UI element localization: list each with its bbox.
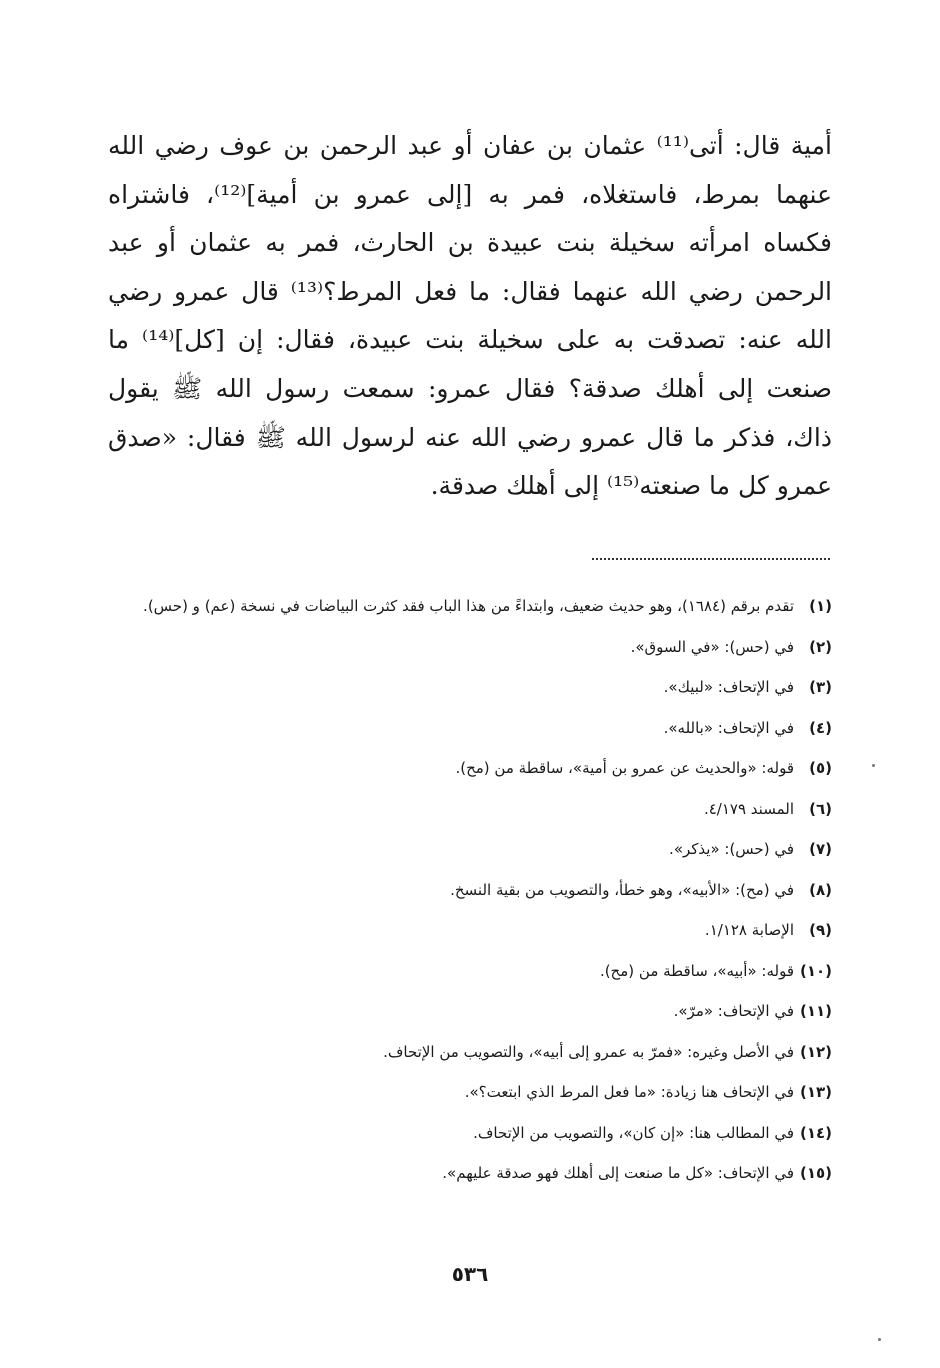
footnote-4 xyxy=(108,714,832,743)
footnote-text: في الإتحاف: «بالله». xyxy=(663,718,794,737)
footnote-text: الإصابة ١/١٢٨. xyxy=(704,921,794,939)
footnote-text: في الإتحاف: «كل ما صنعت إلى أهلك فهو صدقة عليهم». xyxy=(442,1164,794,1182)
footnote-15 xyxy=(108,1159,832,1188)
footnote-12 xyxy=(108,1038,832,1067)
footnote-number: (١٤) xyxy=(799,1123,832,1142)
footnote-text: في (مح): «الأبيه»، وهو خطأ، والتصويب من بقية النسخ. xyxy=(450,880,794,899)
footnote-number: (٧) xyxy=(809,840,832,858)
footnote-number: (٣) xyxy=(809,678,832,696)
footnote-8 xyxy=(108,876,832,905)
footnote-text: قوله: «أبيه»، ساقطة من (مح). xyxy=(599,961,794,980)
footnote-number: (٢) xyxy=(809,637,832,656)
scan-speck xyxy=(878,1338,881,1341)
footnote-number: (١٥) xyxy=(799,1164,832,1182)
footnote-divider xyxy=(592,558,830,560)
footnote-number: (٩) xyxy=(809,921,832,939)
footnote-14 xyxy=(108,1119,832,1148)
footnote-9 xyxy=(108,916,832,945)
footnote-text: في الأصل وغيره: «فمرّ به عمرو إلى أبيه»، والتصويب من الإتحاف. xyxy=(383,1042,794,1061)
footnote-text: تقدم برقم (١٦٨٤)، وهو حديث ضعيف، وابتداءً من هذا الباب فقد كثرت البياضات في نسخة (عم) و (حس). xyxy=(143,597,794,615)
footnote-number: (٥) xyxy=(809,759,832,777)
footnote-11 xyxy=(108,997,832,1026)
footnotes-list xyxy=(108,592,832,1200)
footnote-number: (٦) xyxy=(809,799,832,818)
footnote-text: في الإتحاف: «مرّ». xyxy=(673,1002,794,1020)
footnote-number: (١٣) xyxy=(799,1083,832,1101)
footnote-13 xyxy=(108,1078,832,1107)
footnote-text: المسند ٤/١٧٩. xyxy=(703,799,794,818)
scan-speck xyxy=(872,764,875,767)
footnote-text: في (حس): «يذكر». xyxy=(669,840,794,858)
footnote-1 xyxy=(108,592,832,621)
footnote-text: في المطالب هنا: «إن كان»، والتصويب من الإتحاف. xyxy=(473,1123,794,1142)
footnote-2 xyxy=(108,633,832,662)
page-number: ٥٣٦ xyxy=(451,1262,489,1286)
footnote-3 xyxy=(108,673,832,702)
footnote-7 xyxy=(108,835,832,864)
footnote-5 xyxy=(108,754,832,783)
footnote-number: (٤) xyxy=(809,718,832,737)
footnote-6 xyxy=(108,795,832,824)
footnote-text: في (حس): «في السوق». xyxy=(630,637,794,656)
footnote-number: (١٠) xyxy=(799,961,832,980)
footnote-number: (٨) xyxy=(809,880,832,899)
footnote-number: (١) xyxy=(809,597,832,615)
footnote-10 xyxy=(108,957,832,986)
footnote-text: في الإتحاف: «لبيك». xyxy=(663,678,794,696)
footnote-number: (١٢) xyxy=(799,1042,832,1061)
main-text: أمية قال: أتى⁽¹¹⁾ عثمان بن عفان أو عبد الرحمن بن عوف رضي الله عنهما بمرط، فاستغلاه، فمر به [إلى عمرو بن أمية]⁽¹²⁾، فاشتراه فكساه امرأته سخيلة بنت عبيدة بن الحارث، فمر به عثمان أو عبد الرحمن رضي الله عنهما فقال: ما فعل المرط؟⁽¹³⁾ قال عمرو رضي الله عنه: تصدقت به على سخيلة بنت عبيدة، فقال: إن [كل]⁽¹⁴⁾ ما صنعت إلى أهلك صدقة؟ فقال عمرو: سمعت رسول الله ﷺ يقول ذاك، فذكر ما قال عمرو رضي الله عنه لرسول الله ﷺ فقال: «صدق عمرو كل ما صنعته⁽¹⁵⁾ إلى أهلك صدقة. xyxy=(108,131,833,501)
footnote-number: (١١) xyxy=(799,1002,832,1020)
footnote-text: في الإتحاف هنا زيادة: «ما فعل المرط الذي ابتعت؟». xyxy=(464,1083,794,1101)
footnote-text: قوله: «والحديث عن عمرو بن أمية»، ساقطة من (مح). xyxy=(455,759,794,777)
